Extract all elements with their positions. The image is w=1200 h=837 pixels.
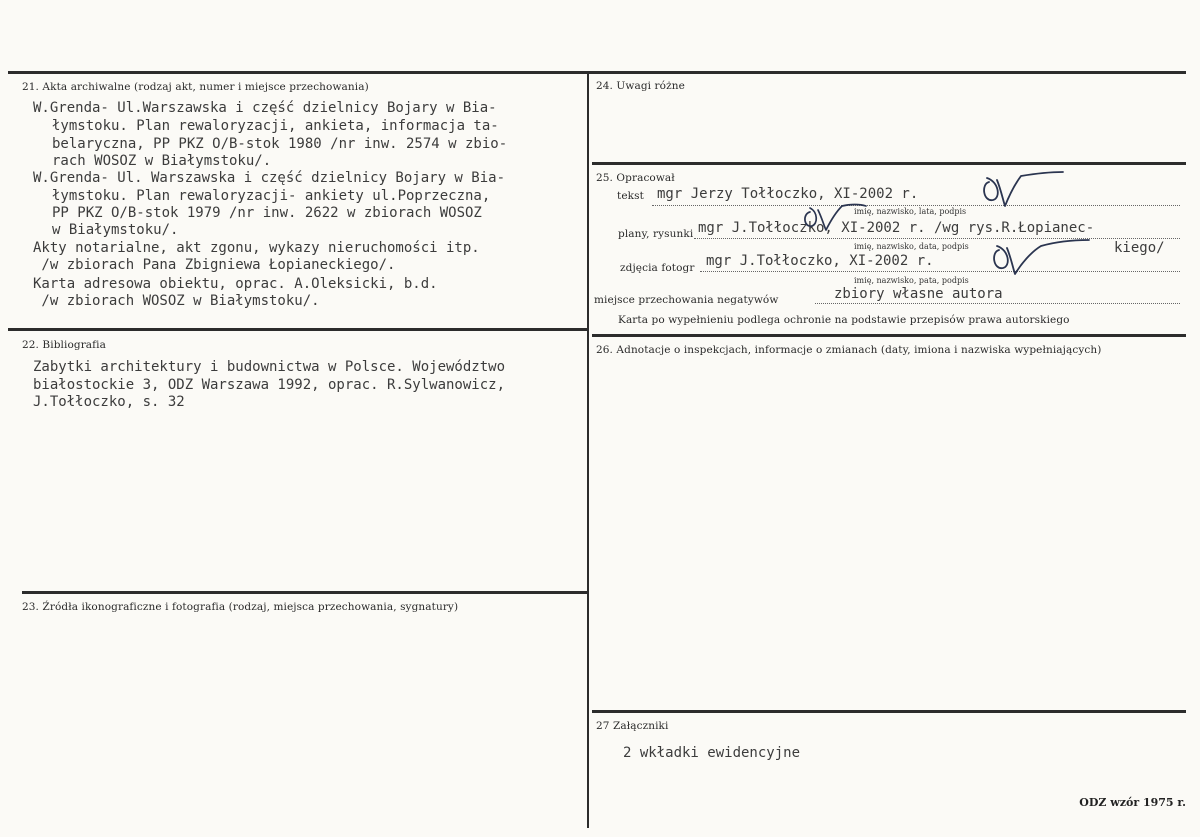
plany-caption: imię, nazwisko, data, podpis	[854, 242, 969, 251]
s21-line: łymstoku. Plan rewaloryzacji- ankiety ul.Poprzeczna,	[52, 188, 491, 204]
miejsce-value: zbiory własne autora	[834, 286, 1003, 302]
section-23-label: 23. Źródła ikonograficzne i fotografia (rodzaj, miejsca przechowania, sygnatury)	[22, 601, 459, 613]
signature-plany	[800, 202, 870, 232]
tekst-caption: imię, nazwisko, lata, podpis	[854, 207, 967, 216]
zdjecia-label: zdjęcia fotogr	[620, 262, 695, 274]
center-divider	[587, 72, 589, 828]
s21-line: belaryczna, PP PKZ O/B-stok 1980 /nr inw. 2574 w zbio-	[52, 136, 508, 152]
copyright-note: Karta po wypełnieniu podlega ochronie na podstawie przepisów prawa autorskiego	[618, 314, 1070, 326]
s21-line: /w zbiorach Pana Zbigniewa Łopianeckiego/.	[33, 257, 396, 273]
s22-line: białostockie 3, ODZ Warszawa 1992, oprac. R.Sylwanowicz,	[33, 377, 506, 393]
tekst-dotline	[652, 205, 1180, 206]
signature-zdjecia	[985, 238, 1095, 278]
plany-value: mgr J.Tołłoczko, XI-2002 r. /wg rys.R.Łopianec-	[698, 220, 1095, 236]
s21-line: rach WOSOZ w Białymstoku/.	[52, 153, 272, 169]
zdjecia-value: mgr J.Tołłoczko, XI-2002 r.	[706, 253, 934, 269]
s21-line: /w zbiorach WOSOZ w Białymstoku/.	[33, 293, 320, 309]
section-26-label: 26. Adnotacje o inspekcjach, informacje o zmianach (daty, imiona i nazwiska wypełniających)	[596, 344, 1102, 356]
section-27-label: 27 Załączniki	[596, 720, 669, 732]
plany-label: plany, rysunki	[618, 228, 694, 240]
rule-24-25	[592, 162, 1186, 165]
s21-line: PP PKZ O/B-stok 1979 /nr inw. 2622 w zbiorach WOSOZ	[52, 205, 482, 221]
plany-dotline	[694, 238, 1180, 239]
miejsce-dotline	[815, 303, 1180, 304]
rule-26-27	[592, 710, 1186, 713]
section-24-label: 24. Uwagi różne	[596, 80, 685, 92]
section-27-value: 2 wkładki ewidencyjne	[623, 745, 801, 761]
s21-line: W.Grenda- Ul. Warszawska i część dzielnicy Bojary w Bia-	[33, 170, 506, 186]
s21-line: łymstoku. Plan rewaloryzacji, ankieta, informacja ta-	[52, 118, 499, 134]
section-22-label: 22. Bibliografia	[22, 339, 106, 351]
rule-21-22	[8, 328, 588, 331]
rule-22-23	[22, 591, 588, 594]
s21-line: w Białymstoku/.	[52, 222, 179, 238]
signature-tekst	[975, 170, 1070, 210]
section-25-label: 25. Opracował	[596, 172, 675, 184]
s21-line: W.Grenda- Ul.Warszawska i część dzielnicy Bojary w Bia-	[33, 100, 497, 116]
section-21-label: 21. Akta archiwalne (rodzaj akt, numer i miejsce przechowania)	[22, 81, 369, 93]
top-rule	[8, 71, 1186, 74]
miejsce-label: miejsce przechowania negatywów	[594, 294, 779, 306]
tekst-value: mgr Jerzy Tołłoczko, XI-2002 r.	[657, 186, 919, 202]
rule-25-26	[592, 334, 1186, 337]
plany-value-continued: kiego/	[1114, 240, 1165, 256]
zdjecia-caption: imię, nazwisko, pata, podpis	[854, 276, 969, 285]
s21-line: Akty notarialne, akt zgonu, wykazy nieruchomości itp.	[33, 240, 480, 256]
s22-line: J.Tołłoczko, s. 32	[33, 394, 185, 410]
tekst-label: tekst	[617, 190, 644, 202]
form-version: ODZ wzór 1975 r.	[1079, 796, 1186, 809]
s21-line: Karta adresowa obiektu, oprac. A.Oleksicki, b.d.	[33, 276, 438, 292]
zdjecia-dotline	[700, 271, 1180, 272]
s22-line: Zabytki architektury i budownictwa w Polsce. Województwo	[33, 359, 506, 375]
